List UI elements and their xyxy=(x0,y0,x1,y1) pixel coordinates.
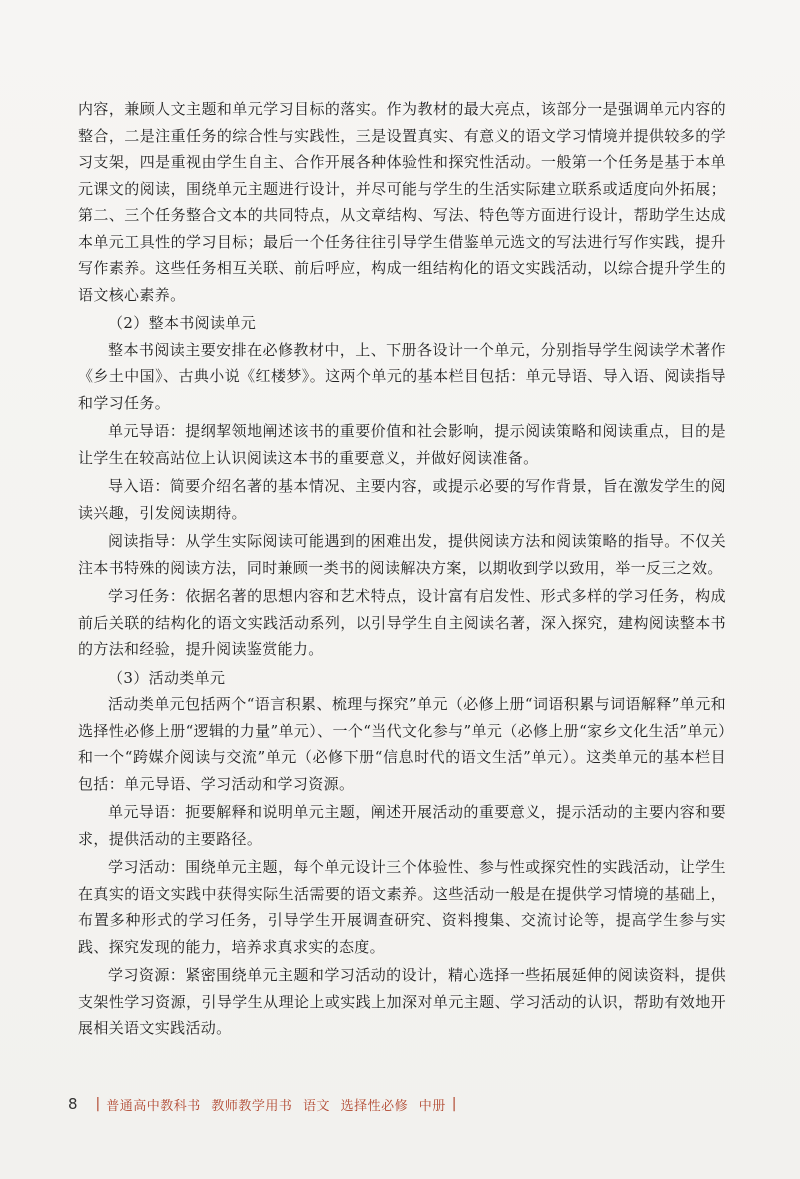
paragraph: 学习资源：紧密围绕单元主题和学习活动的设计，精心选择一些拓展延伸的阅读资料，提供支架性学习资源，引导学生从理论上或实践上加深对单元主题、学习活动的认识，帮助有效地开展相关语文实践活动。 xyxy=(78,966,726,1037)
footer-separator-right: | xyxy=(451,1096,457,1112)
paragraph-continued: 内容，兼顾人文主题和单元学习目标的落实。作为教材的最大亮点，该部分一是强调单元内容的整合，二是注重任务的综合性与实践性，三是设置真实、有意义的语文学习情境并提供较多的学习支架，四是重视由学生自主、合作开展各种体验性和探究性活动。一般第一个任务是基于本单元课文的阅读，围绕单元主题进行设计，并尽可能与学生的生活实际建立联系或适度向外拓展；第二、三个任务整合文本的共同特点，从文章结构、写法、特色等方面进行设计，帮助学生达成本单元工具性的学习目标；最后一个任务往往引导学生借鉴单元选文的写法进行写作实践，提升写作素养。这些任务相互关联、前后呼应，构成一组结构化的语文实践活动，以综合提升学生的语文核心素养。 xyxy=(78,100,726,304)
paragraph: 导入语：简要介绍名著的基本情况、主要内容，或提示必要的写作背景，旨在激发学生的阅读兴趣，引发阅读期待。 xyxy=(78,477,726,522)
paragraph: 阅读指导：从学生实际阅读可能遇到的困难出发，提供阅读方法和阅读策略的指导。不仅关注本书特殊的阅读方法，同时兼顾一类书的阅读解决方案，以期收到学以致用，举一反三之效。 xyxy=(78,532,726,577)
page-footer xyxy=(68,1092,463,1116)
page-number: 8 xyxy=(68,1095,78,1113)
book-title: 普通高中教科书 教师教学用书 语文 选择性必修 中册 xyxy=(106,1098,446,1114)
footer-separator-left: | xyxy=(95,1096,101,1112)
paragraph: 活动类单元包括两个“语言积累、梳理与探究”单元（必修上册“词语积累与词语解释”单元和选择性必修上册“逻辑的力量”单元）、一个“当代文化参与”单元（必修上册“家乡文化生活”单元）和一个“跨媒介阅读与交流”单元（必修下册“信息时代的语文生活”单元）。这类单元的基本栏目包括：单元导语、学习活动和学习资源。 xyxy=(78,695,726,793)
section-heading-whole-book: （2）整本书阅读单元 xyxy=(108,314,257,332)
paragraph: 单元导语：扼要解释和说明单元主题，阐述开展活动的重要意义，提示活动的主要内容和要求，提供活动的主要路径。 xyxy=(78,803,726,848)
main-text xyxy=(78,96,726,1042)
paragraph: 学习活动：围绕单元主题，每个单元设计三个体验性、参与性或探究性的实践活动，让学生在真实的语文实践中获得实际生活需要的语文素养。这些活动一般是在提供学习情境的基础上，布置多种形式的学习任务，引导学生开展调查研究、资料搜集、交流讨论等，提高学生参与实践、探究发现的能力，培养求真求实的态度。 xyxy=(78,858,726,956)
paragraph: 整本书阅读主要安排在必修教材中，上、下册各设计一个单元，分别指导学生阅读学术著作《乡土中国》、古典小说《红楼梦》。这两个单元的基本栏目包括：单元导语、导入语、阅读指导和学习任务。 xyxy=(78,340,726,412)
paragraph: 单元导语：提纲挈领地阐述该书的重要价值和社会影响，提示阅读策略和阅读重点，目的是让学生在较高站位上认识阅读这本书的重要意义，并做好阅读准备。 xyxy=(78,422,726,467)
paragraph: 学习任务：依据名著的思想内容和艺术特点，设计富有启发性、形式多样的学习任务，构成前后关联的结构化的语文实践活动系列，以引导学生自主阅读名著，深入探究，建构阅读整本书的方法和经验，提升阅读鉴赏能力。 xyxy=(78,587,726,658)
section-heading-activity: （3）活动类单元 xyxy=(108,668,226,687)
